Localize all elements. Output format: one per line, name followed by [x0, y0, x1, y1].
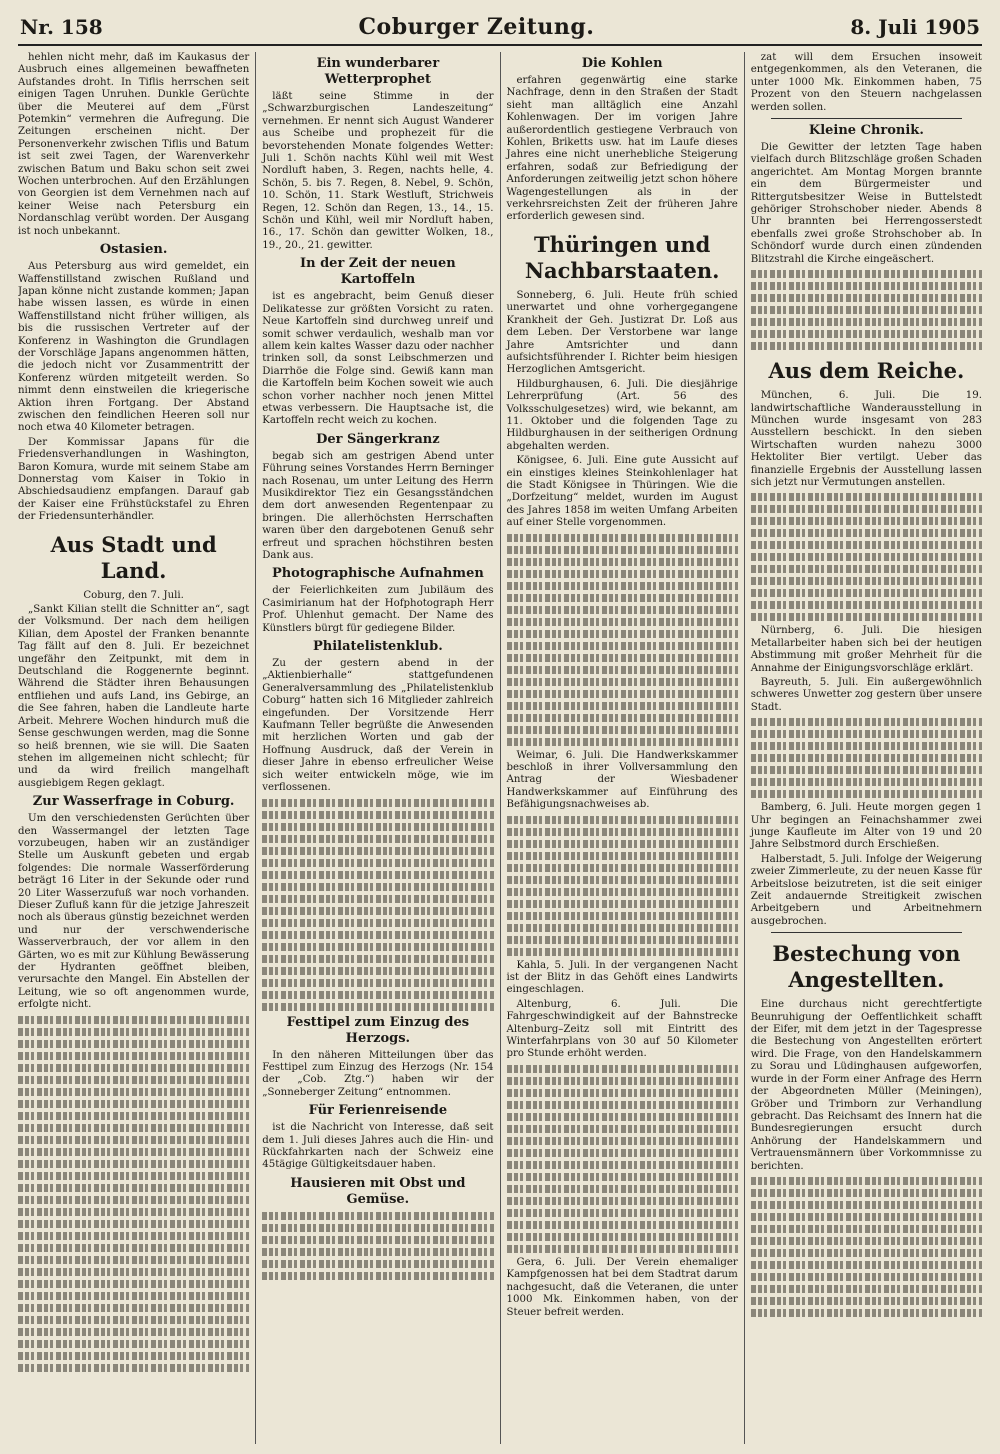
article-text: Der Kommissar Japans für die Friedensverhandlungen in Washington, Baron Komura, wurde mit seinem Stabe am Donnerstag vom Kaiser in Tokio in Abschiedsaudienz empfangen. Darauf gab der Kaiser eine Frühstückstafel zu Ehren der Friedensunterhändler.	[18, 436, 250, 523]
article-text: läßt seine Stimme in der „Schwarzburgischen Landeszeitung“ vernehmen. Er nennt sich August Wanderer aus Scheibe und prophezeit für die bevorstehenden Monate folgendes Wetter: Juli 1. Schön nachts Kühl weil mit West Nordluft haben, 3. Regen, nachts helle, 4. Schön, 5. bis 7. Regen, 8. Nebel, 9. Schön, 10. Schön, 11. Stark Westluft, Strichweis Regen, 12. Schön dan Regen, 13., 14., 15. Schön und Kühl, weil mir Nordluft haben, 16., 17. Schön dan gewitter Wolken, 18., 19., 20., 21. gewitter.	[262, 91, 494, 251]
article-text: begab sich am gestrigen Abend unter Führung seines Vorstandes Herrn Berninger nach Rosenau, um unter Leitung des Herrn Musikdirektor Tiez ein Gesangsständchen dem dort anwesenden Regentenpaar zu bringen. Die allerhöchsten Herrschaften waren über den dargebotenen Genuß sehr erfreut und sprachen höchstihren besten Dank aus.	[262, 450, 494, 561]
column-4	[744, 52, 982, 1444]
illegible-text	[751, 718, 982, 798]
article-text: Hildburghausen, 6. Juli. Die diesjährige Lehrerprüfung (Art. 56 des Volksschulgesetzes) wird, wie bekannt, am 11. Oktober und die folgenden Tage zu Hildburghausen in der seitherigen Ordnung abgehalten werden.	[506, 378, 738, 452]
article-text: Die Gewitter der letzten Tage haben vielfach durch Blitzschläge großen Schaden angerichtet. Am Montag Morgen brannte ein dem Bürgermeister und Rittergutsbesitzer Weise in Buttelstedt gehöriger Strohschober nieder. Abends 8 Uhr brannten bei Herrengosserstedt ebenfalls zwei große Strohschober ab. In Schöndorf wurde durch einen zündenden Blitzstrahl die Kirche eingeäschert.	[750, 142, 982, 265]
newspaper-title: Coburger Zeitung.	[358, 14, 595, 40]
article-text: hehlen nicht mehr, daß im Kaukasus der Ausbruch eines allgemeinen bewaffneten Aufstandes droht. In Tiflis herrschen seit einigen Tagen Unruhen. Dunkle Gerüchte über die Meuterei auf dem „Fürst Potemkin“ vermehren die Aufregung. Die Zeitungen erscheinen nicht. Der Personenverkehr zwischen Tiflis und Batum ist seit zwei Tagen, der Warenverkehr zwischen Batum und Baku schon seit zwei Wochen unterbrochen. Auf den Erzählungen von Georgien ist dem Vernehmen nach auf keiner Weise nach Petersburg ein Nordanschlag verübt worden. Der Ausgang ist noch unbekannt.	[18, 52, 250, 237]
column-2	[255, 52, 499, 1444]
article-text: Bayreuth, 5. Juli. Ein außergewöhnlich schweres Unwetter zog gestern über unsere Stadt.	[750, 676, 982, 713]
article-text: Um den verschiedensten Gerüchten über den Wassermangel der letzten Tage vorzubeugen, haben wir an zuständiger Stelle um Auskunft gebeten und ergab folgendes: Die normale Wasserförderung beträgt 16 Liter in der Sekunde oder rund 20 Liter Wasserzufuß war noch vorhanden. Dieser Zufluß kann für die jetzige Jahreszeit noch als überaus günstig bezeichnet werden und nur der verschwenderische Wasserverbrauch, der vor allem in den Gärten, wo es mit zur Kühlung Bewässerung der Hydranten geöffnet bleiben, verursachte den Mangel. Ein Abstellen der Leitung, wie so oft angenommen wurde, erfolgte nicht.	[18, 813, 250, 1011]
article-heading-saengerkranz: Der Sängerkranz	[316, 431, 440, 447]
divider	[771, 118, 962, 119]
article-heading-philatelisten: Philatelistenklub.	[313, 639, 443, 655]
illegible-text	[507, 534, 738, 746]
article-text: Zu der gestern abend in der „Aktienbierhalle“ stattgefundenen Generalversammlung des „Philatelistenklub Coburg“ hatten sich 16 Mitglieder zahlreich eingefunden. Der Vorsitzende Herr Kaufmann Teller begrüßte die Anwesenden mit herzlichen Worten und gab der Hoffnung Ausdruck, daß der Verein in dieser Jahre in ebenso erfreulicher Weise sich weiter entwickeln möge, wie im verflossenen.	[262, 658, 494, 794]
columns	[18, 52, 982, 1444]
illegible-text	[18, 1016, 249, 1372]
section-heading-thueringen: Thüringen und Nachbarstaaten.	[524, 231, 720, 283]
article-heading-bestechung: Bestechung von Angestellten.	[772, 941, 961, 993]
section-heading-stadt-land: Aus Stadt und Land.	[50, 531, 217, 583]
issue-date: 8. Juli 1905	[850, 15, 980, 39]
article-text: Weimar, 6. Juli. Die Handwerkskammer beschloß in ihrer Vollversammlung den Antrag der Wiesbadener Handwerkskammer auf Einführung des Befähigungsnachweises ab.	[506, 749, 738, 811]
illegible-text	[507, 1065, 738, 1253]
column-1	[18, 52, 255, 1444]
article-text: Kahla, 5. Juli. In der vergangenen Nacht ist der Blitz in das Gehöft eines Landwirts eingeschlagen.	[506, 959, 738, 996]
masthead	[18, 14, 982, 46]
article-heading-hausieren: Hausieren mit Obst und Gemüse.	[290, 1175, 466, 1207]
article-text: ist die Nachricht von Interesse, daß seit dem 1. Juli dieses Jahres auch die Hin- und Rückfahrkarten nach der Schweiz eine 45tägige Gültigkeitsdauer haben.	[262, 1122, 494, 1171]
divider	[771, 932, 962, 933]
illegible-text	[751, 1177, 982, 1317]
illegible-text	[507, 816, 738, 956]
article-heading-wetterprophet: Ein wunderbarer Wetterprophet	[316, 56, 440, 87]
article-heading-wasserfrage: Zur Wasserfrage in Coburg.	[32, 794, 235, 810]
article-text: ist es angebracht, beim Genuß dieser Delikatesse zur größten Vorsicht zu raten. Neue Kartoffeln sind durchweg unreif und somit schwer verdaulich, weshalb man vor allem kein kaltes Wasser dazu oder nachher trinken soll, da sonst Leibschmerzen und Diarrhöe die Folge sind. Gewiß kann man die Kartoffeln beim Kochen soweit wie auch schon vorher nachher noch jenen Mittel etwas verbessern. Die Hauptsache ist, die Kartoffeln recht weich zu kochen.	[262, 291, 494, 427]
dateline: Coburg, den 7. Juli.	[83, 589, 184, 601]
article-heading-ferienreisende: Für Ferienreisende	[308, 1103, 448, 1119]
article-text: Altenburg, 6. Juli. Die Fahrgeschwindigkeit auf der Bahnstrecke Altenburg–Zeitz soll mit Eintritt des Winterfahrplans von 30 auf 50 Kilometer pro Stunde erhöht werden.	[506, 998, 738, 1060]
article-text: Bamberg, 6. Juli. Heute morgen gegen 1 Uhr begingen an Feinachshammer zwei junge Kaufleute im Alter von 19 und 20 Jahre Selbstmord durch Erschießen.	[750, 802, 982, 851]
article-text: Eine durchaus nicht gerechtfertigte Beunruhigung der Oeffentlichkeit schafft der Eifer, mit dem jetzt in der Tagespresse die Bestechung von Angestellten erörtert wird. Die Frage, von den Handelskammern zu Sorau und Lüdinghausen aufgeworfen, wurde in der Form einer Anfrage des Herrn der Abgeordneten Müller (Meiningen), Gröber und Trimborn zur Verhandlung gebracht. Das Reichsamt des Innern hat die Bundesregierungen ersucht durch Anhörung der Handelskammern und Vertrauensmännern über Vorkommnisse zu berichten.	[750, 999, 982, 1172]
article-heading-photographie: Photographische Aufnahmen	[271, 566, 484, 582]
article-text: Sonneberg, 6. Juli. Heute früh schied unerwartet und ohne vorhergegangene Krankheit der Geh. Justizrat Dr. Loß aus dem Leben. Der Verstorbene war lange Jahre Amtsrichter und dann aufsichtsführender I. Richter beim hiesigen Herzoglichen Amtsgericht.	[506, 289, 738, 376]
illegible-text	[262, 799, 493, 1011]
article-heading-kohlen: Die Kohlen	[581, 56, 663, 71]
section-heading-chronik: Kleine Chronik.	[808, 123, 924, 139]
article-text: Halberstadt, 5. Juli. Infolge der Weigerung zweier Zimmerleute, zu der neuen Kasse für Arbeitslose beizutreten, ist die seit einiger Zeit andauernde Streitigkeit zwischen Arbeitgebern und Arbeitnehmern ausgebrochen.	[750, 853, 982, 927]
article-text: erfahren gegenwärtig eine starke Nachfrage, denn in den Straßen der Stadt sieht man alltäglich eine Anzahl Kohlenwagen. Der im vorigen Jahre außerordentlich gestiegene Verbrauch von Kohlen, Briketts usw. hat im Laufe dieses Jahres eine nicht unerhebliche Steigerung erfahren, sodaß zur Befriedigung der Anforderungen zeitweilig jetzt schon höhere Wagengestellungen als in der verkehrsreichsten Zeit der früheren Jahre erforderlich gewesen sind.	[506, 75, 738, 223]
article-text: „Sankt Kilian stellt die Schnitter an“, sagt der Volksmund. Der nach dem heiligen Kilian, dem Apostel der Franken benannte Tag fällt auf den 8. Juli. Er bezeichnet ungefähr den Zeitpunkt, mit dem in Deutschland die Roggenernte beginnt. Während die Städter ihren Behausungen entfliehen und aufs Land, ins Gebirge, an die See fahren, haben die Landleute harte Arbeit. Mehrere Wochen hindurch muß die Sense geschwungen werden, mag die Sonne so heiß brennen, wie sie will. Die Saaten stehen im allgemeinen nicht schlecht; für und da wird freilich mangelhaft ausgiebigem Regen geklagt.	[18, 604, 250, 789]
section-heading-reiche: Aus dem Reiche.	[768, 358, 965, 384]
article-text: Aus Petersburg aus wird gemeldet, ein Waffenstillstand zwischen Rußland und Japan könne nicht zustande kommen; Japan habe wissen lassen, es würde in einen Waffenstillstand nicht früher willigen, als bis die russischen Vertreter auf der Konferenz in Washington die Grundlagen der Vorschläge Japans angenommen hätten, die jedoch nicht vor Zusammentritt der Konferenz würden mitgeteilt werden. So nimmt denn einstweilen die kriegerische Aktion ihren Fortgang. Der Abstand zwischen den feindlichen Heeren soll nur noch etwa 40 Kilometer betragen.	[18, 261, 250, 434]
article-text: Königsee, 6. Juli. Eine gute Aussicht auf ein einstiges kleines Steinkohlenlager hat die Stadt Königsee in Thüringen. Wie die „Dorfzeitung“ meldet, wurden im August des Jahres 1858 im weiten Umfang Arbeiten auf einer Stelle vorgenommen.	[506, 455, 738, 529]
illegible-text	[751, 270, 982, 350]
column-3	[500, 52, 744, 1444]
article-text: Nürnberg, 6. Juli. Die hiesigen Metallarbeiter haben sich bei der heutigen Abstimmung mit großer Mehrheit für die Annahme der Einigungsvorschläge erklärt.	[750, 625, 982, 674]
issue-number: Nr. 158	[20, 15, 103, 39]
article-text: der Feierlichkeiten zum Jubiläum des Casimirianum hat der Hofphotograph Herr Prof. Uhlenhut gemacht. Der Name des Künstlers bürgt für gediegene Bilder.	[262, 585, 494, 634]
article-text: zat will dem Ersuchen insoweit entgegenkommen, als den Veteranen, die unter 1000 Mk. Einkommen haben, 75 Prozent von den Steuern nachgelassen werden sollen.	[750, 52, 982, 113]
article-heading-kartoffeln: In der Zeit der neuen Kartoffeln	[300, 256, 456, 288]
article-heading-festtipel: Festtipel zum Einzug des Herzogs.	[286, 1014, 470, 1046]
article-text: In den näheren Mitteilungen über das Festtipel zum Einzug des Herzogs (Nr. 154 der „Cob. Ztg.“) haben wir der „Sonneberger Zeitung“ entnommen.	[262, 1049, 494, 1098]
illegible-text	[262, 1212, 493, 1280]
illegible-text	[751, 493, 982, 621]
article-text: München, 6. Juli. Die 19. landwirtschaftliche Wanderausstellung in München wurde insgesamt von 283 Ausstellern beschickt. In den sieben Wirtschaften wurden nahezu 3000 Hektoliter Bier vertilgt. Ueber das finanzielle Ergebnis der Ausstellung lassen sich jetzt nur Vermutungen anstellen.	[750, 390, 982, 488]
section-heading-ostasien: Ostasien.	[99, 242, 168, 258]
article-text: Gera, 6. Juli. Der Verein ehemaliger Kampfgenossen hat bei dem Stadtrat darum nachgesucht, daß die Veteranen, die unter 1000 Mk. Einkommen haben, von der Steuer befreit werden.	[506, 1256, 738, 1318]
